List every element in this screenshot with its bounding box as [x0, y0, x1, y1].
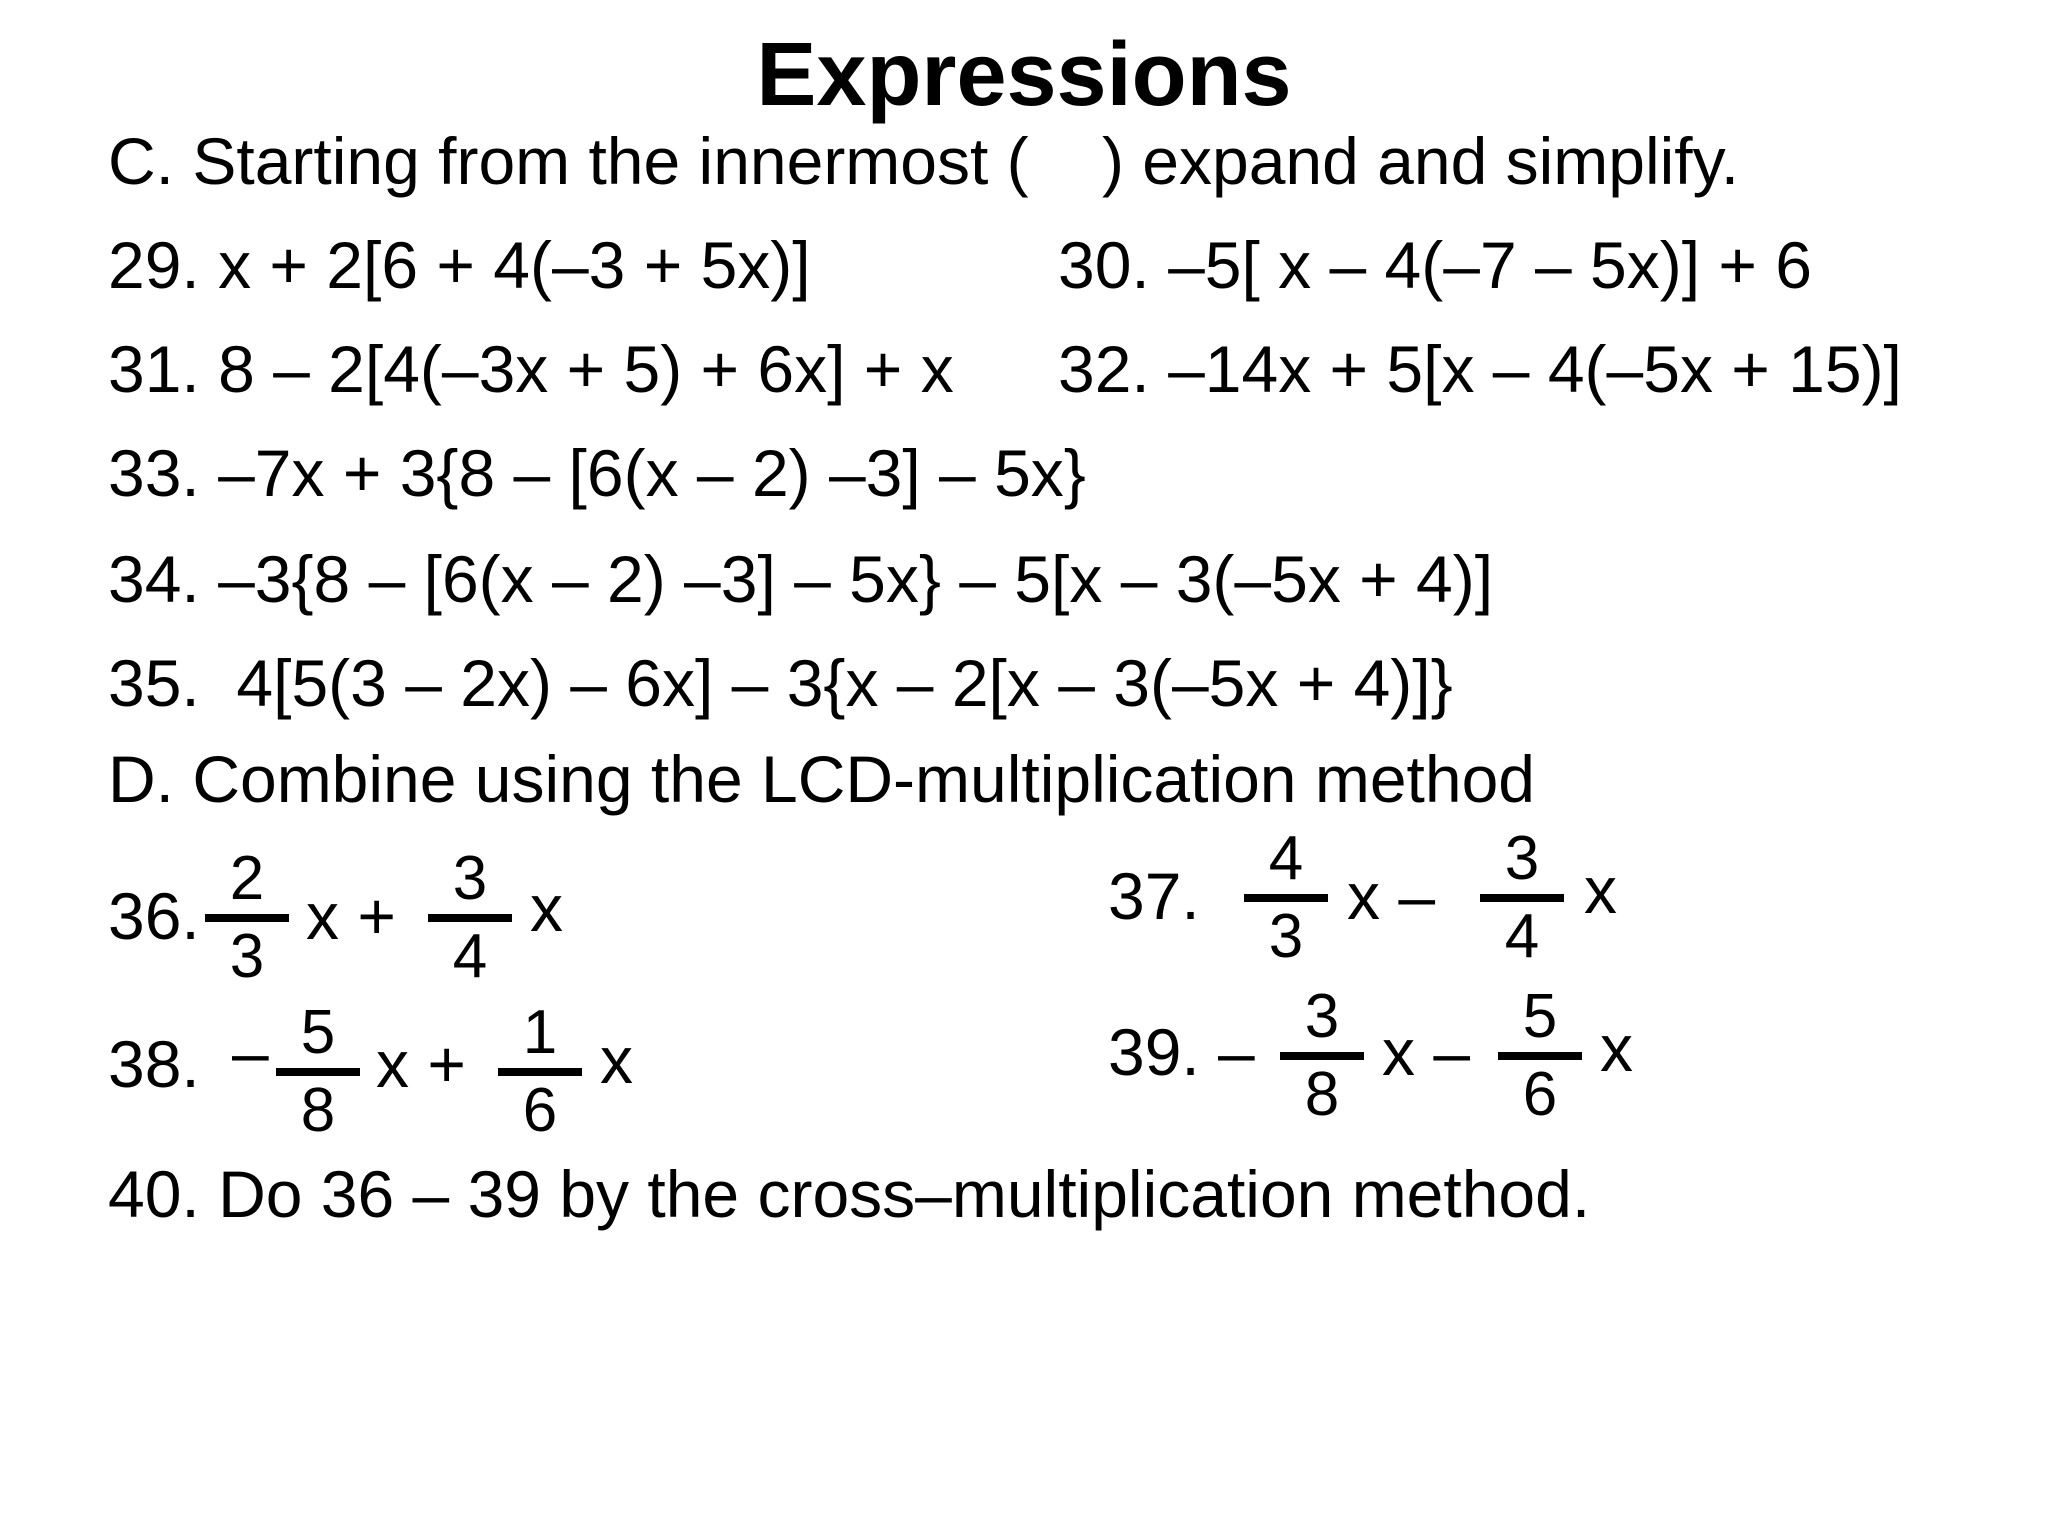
numerator: 5 [300, 998, 336, 1067]
denominator: 8 [300, 1076, 336, 1145]
problem-39-fraction-1 [1280, 982, 1364, 1132]
numerator: 3 [452, 844, 488, 913]
denominator: 8 [1304, 1060, 1340, 1129]
denominator: 4 [1504, 902, 1540, 971]
problem-35: 35. 4[5(3 – 2x) – 6x] – 3{x – 2[x – 3(–5x + 4)]} [108, 646, 1453, 720]
denominator: 6 [522, 1076, 558, 1145]
problem-36-fraction-2 [428, 844, 512, 994]
numerator: 3 [1304, 982, 1340, 1051]
problem-38-label: 38. [108, 1027, 200, 1101]
problem-33: 33. –7x + 3{8 – [6(x – 2) –3] – 5x} [108, 436, 1086, 510]
problem-39-operator: x – [1382, 1015, 1471, 1089]
problem-37-fraction-1 [1244, 824, 1328, 974]
numerator: 5 [1522, 982, 1558, 1051]
numerator: 3 [1504, 824, 1540, 893]
fraction-bar [1280, 1052, 1364, 1060]
problem-39-label: 39. [1108, 1015, 1200, 1089]
denominator: 4 [452, 922, 488, 991]
fraction-bar [205, 914, 289, 922]
numerator: 1 [522, 998, 558, 1067]
problem-36-fraction-1 [205, 844, 289, 994]
fraction-bar [1498, 1052, 1582, 1060]
denominator: 3 [1268, 902, 1304, 971]
problem-30: 30. –5[ x – 4(–7 – 5x)] + 6 [1058, 228, 1812, 302]
problem-36-label: 36. [108, 879, 200, 953]
problem-39-sign: – [1218, 1015, 1255, 1089]
problem-36-operator: x + [306, 879, 396, 953]
fraction-bar [1244, 894, 1328, 902]
problem-38-tail: x [600, 1023, 633, 1097]
numerator: 4 [1268, 824, 1304, 893]
problem-39-fraction-2 [1498, 982, 1582, 1132]
fraction-bar [1480, 894, 1564, 902]
fraction-bar [428, 914, 512, 922]
problem-37-label: 37. [1108, 859, 1200, 933]
section-d-instruction: D. Combine using the LCD-multiplication method [108, 742, 1535, 816]
problem-37-tail: x [1584, 853, 1617, 927]
page-title: Expressions [756, 25, 1292, 125]
problem-31: 31. 8 – 2[4(–3x + 5) + 6x] + x [108, 332, 954, 406]
section-c-instruction: C. Starting from the innermost ( ) expand and simplify. [108, 124, 1740, 198]
problem-37-fraction-2 [1480, 824, 1564, 974]
numerator: 2 [229, 844, 265, 913]
problem-29: 29. x + 2[6 + 4(–3 + 5x)] [108, 228, 811, 302]
problem-38-sign: – [232, 1015, 269, 1089]
fraction-bar [276, 1068, 360, 1076]
problem-34: 34. –3{8 – [6(x – 2) –3] – 5x} – 5[x – 3(–5x + 4)] [108, 542, 1494, 616]
problem-32: 32. –14x + 5[x – 4(–5x + 15)] [1058, 332, 1902, 406]
problem-40: 40. Do 36 – 39 by the cross–multiplication method. [108, 1157, 1591, 1231]
problem-38-fraction-2 [498, 998, 582, 1148]
fraction-bar [498, 1068, 582, 1076]
problem-36-tail: x [530, 871, 563, 945]
denominator: 6 [1522, 1060, 1558, 1129]
problem-39-tail: x [1600, 1011, 1633, 1085]
problem-38-fraction-1 [276, 998, 360, 1148]
denominator: 3 [229, 922, 265, 991]
problem-38-operator: x + [376, 1027, 466, 1101]
problem-37-operator: x – [1347, 859, 1436, 933]
